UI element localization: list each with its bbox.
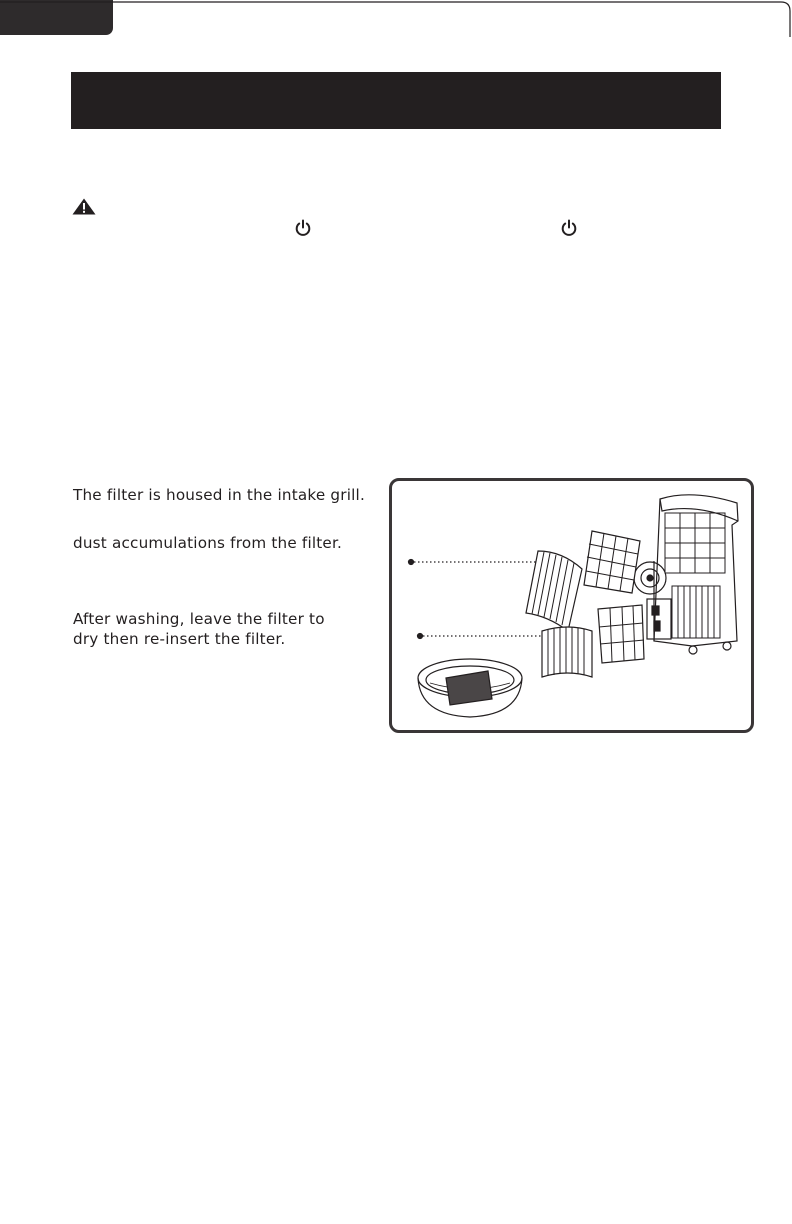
power-icon (294, 219, 312, 237)
instruction-line: After washing, leave the filter to (73, 610, 325, 628)
warning-triangle-icon (72, 198, 96, 215)
instruction-line: dust accumulations from the filter. (73, 534, 343, 552)
instruction-line: The filter is housed in the intake grill. (73, 486, 365, 504)
instruction-line: dry then re-insert the filter. (73, 630, 286, 648)
filter-illustration-frame (389, 478, 754, 733)
filter-removal-illustration (392, 481, 751, 730)
power-icon (560, 219, 578, 237)
section-header-bar (71, 72, 721, 129)
